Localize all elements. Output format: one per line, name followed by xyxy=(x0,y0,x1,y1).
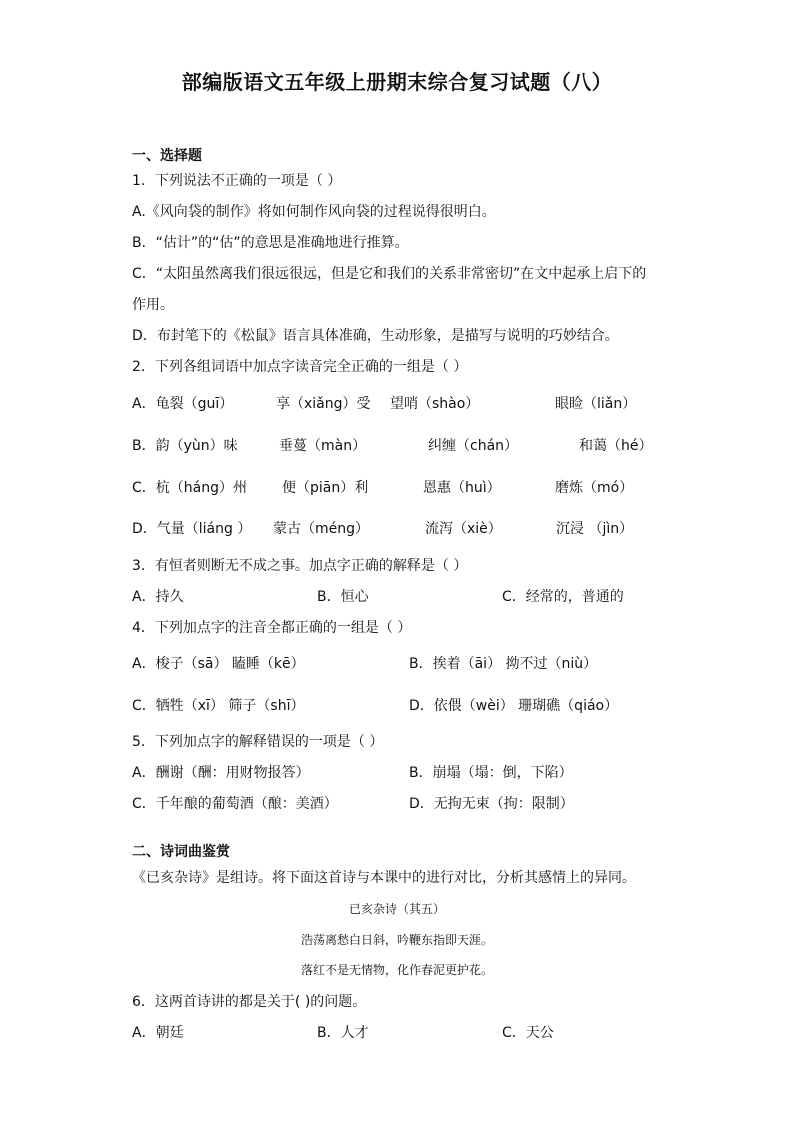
poem-line-2: 落红不是无情物，化作春泥更护花。 xyxy=(300,963,493,977)
question-2-d-word-3: 流泻（xiè） xyxy=(425,521,502,537)
question-2-d-word-2: 蒙古（méng） xyxy=(273,521,370,537)
question-4-option-d: D．依偎（wèi） 珊瑚礁（qiáo） xyxy=(409,698,619,714)
question-6-option-a: A．朝廷 xyxy=(132,1025,184,1041)
question-1-option-a: A.《风向袋的制作》将如何制作风向袋的过程说得很明白。 xyxy=(132,204,496,220)
question-2-b-word-1: B．韵（yùn）味 xyxy=(132,438,238,454)
question-3-option-c: C．经常的，普通的 xyxy=(502,589,624,605)
question-5-option-c: C．千年酿的葡萄酒（酿：美酒） xyxy=(132,796,338,812)
question-6-option-c: C．天公 xyxy=(502,1025,554,1041)
question-2-a-word-2: 享（xiǎng）受 xyxy=(276,396,371,412)
question-1-stem: 1．下列说法不正确的一项是（ ） xyxy=(132,173,342,189)
question-2-c-word-3: 恩惠（huì） xyxy=(423,480,501,496)
question-2-c-word-2: 便（piān）利 xyxy=(282,480,369,496)
question-4-option-b: B．挨着（āi） 拗不过（niù） xyxy=(409,656,598,672)
question-4-stem: 4．下列加点字的注音全都正确的一组是（ ） xyxy=(132,620,412,636)
question-2-a-word-1: A．龟裂（guī） xyxy=(132,396,234,412)
question-1-option-c: C．“太阳虽然离我们很远很远，但是它和我们的关系非常密切”在文中起承上启下的 xyxy=(132,266,647,282)
question-5-option-b: B．崩塌（塌：倒，下陷） xyxy=(409,765,573,781)
section-heading-poetry: 二、诗词曲鉴赏 xyxy=(132,844,230,860)
question-4-option-c: C．牺牲（xī） 筛子（shī） xyxy=(132,698,305,714)
poem-title: 已亥杂诗（其五） xyxy=(348,902,445,916)
question-4-option-a: A．梭子（sā） 瞌睡（kē） xyxy=(132,656,305,672)
question-2-d-word-1: D．气量（liáng ） xyxy=(132,521,252,537)
question-2-a-word-4: 眼睑（liǎn） xyxy=(555,396,637,412)
question-1-option-b: B．“估计”的“估”的意思是准确地进行推算。 xyxy=(132,235,409,251)
question-2-b-word-2: 垂蔓（màn） xyxy=(279,438,367,454)
question-2-c-word-4: 磨炼（mó） xyxy=(555,480,634,496)
question-2-c-word-1: C．杭（háng）州 xyxy=(132,480,247,496)
section-heading-choice: 一、选择题 xyxy=(132,148,202,164)
question-5-option-d: D．无拘无束（拘：限制） xyxy=(409,796,574,812)
question-5-stem: 5．下列加点字的解释错误的一项是（ ） xyxy=(132,734,384,750)
question-2-d-word-4: 沉浸 （jìn） xyxy=(556,521,634,537)
question-1-option-d: D．布封笔下的《松鼠》语言具体准确，生动形象，是描写与说明的巧妙结合。 xyxy=(132,328,619,344)
question-2-stem: 2．下列各组词语中加点字读音完全正确的一组是（ ） xyxy=(132,359,468,375)
question-2-a-word-3: 望哨（shào） xyxy=(390,396,480,412)
question-6-option-b: B．人才 xyxy=(317,1025,369,1041)
question-2-b-word-3: 纠缠（chán） xyxy=(428,438,519,454)
question-2-b-word-4: 和蔼（hé） xyxy=(579,438,653,454)
question-3-option-b: B．恒心 xyxy=(317,589,369,605)
question-3-stem: 3．有恒者则断无不成之事。加点字正确的解释是（ ） xyxy=(132,558,468,574)
question-6-stem: 6．这两首诗讲的都是关于( )的问题。 xyxy=(132,994,367,1010)
poem-line-1: 浩荡离愁白日斜，吟鞭东指即天涯。 xyxy=(300,933,493,947)
question-5-option-a: A．酬谢（酬：用财物报答） xyxy=(132,765,310,781)
page-title: 部编版语文五年级上册期末综合复习试题（八） xyxy=(181,70,613,94)
poetry-intro: 《已亥杂诗》是组诗。将下面这首诗与本课中的进行对比，分析其感情上的异同。 xyxy=(132,870,636,886)
question-1-option-c-cont: 作用。 xyxy=(132,297,174,313)
question-3-option-a: A．持久 xyxy=(132,589,184,605)
